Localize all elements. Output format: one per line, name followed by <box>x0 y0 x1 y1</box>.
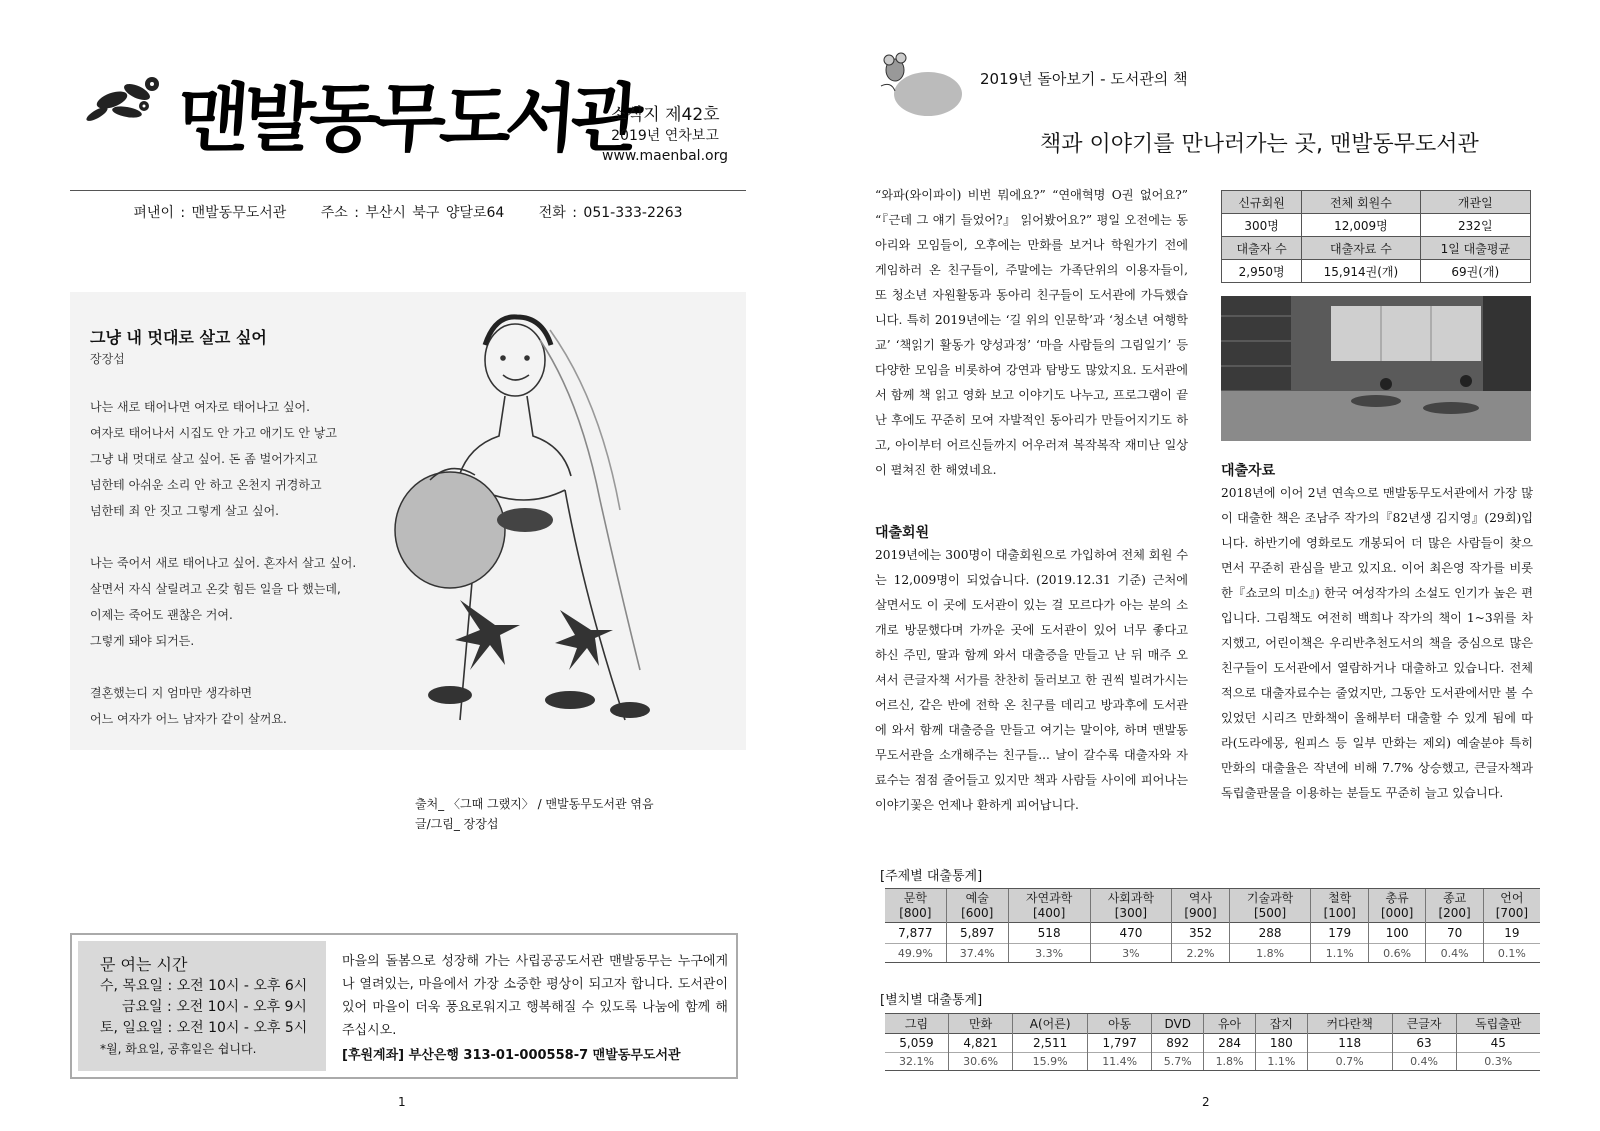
issue-number: 소식지 제42호 <box>610 105 720 125</box>
subject-header-label: 종교 <box>1442 890 1467 905</box>
section-header: 2019년 돌아보기 - 도서관의 책 <box>980 70 1188 88</box>
subject-percent: 3% <box>1090 944 1172 963</box>
library-logo-text: 맨발동무도서관 <box>174 76 640 162</box>
shelf-count: 63 <box>1392 1034 1456 1053</box>
subject-header-label: 사회과학 <box>1107 890 1155 905</box>
artwork-author: 글/그림_ 장장섭 <box>415 817 499 831</box>
subject-percent: 49.9% <box>885 944 946 963</box>
page-number: 1 <box>398 1095 406 1109</box>
subject-percent: 0.4% <box>1426 944 1483 963</box>
subject-count: 518 <box>1008 923 1090 944</box>
subject-count: 5,897 <box>946 923 1008 944</box>
table-row <box>885 1034 1540 1053</box>
subject-header-code: [900] <box>1184 905 1217 920</box>
stat-header: 신규회원 <box>1222 191 1302 214</box>
subject-count: 7,877 <box>885 923 946 944</box>
table-row <box>885 944 1540 963</box>
subject-header <box>1008 889 1090 923</box>
stat-value: 2,950명 <box>1222 260 1302 283</box>
poem-line: 그렇게 돼야 되거든. <box>90 634 195 648</box>
poem-line: 넘한테 아쉬운 소리 안 하고 온천지 귀경하고 <box>90 478 322 492</box>
support-message: 마을의 돌봄으로 성장해 가는 사립공공도서관 맨발동무는 누구에게나 열려있는, 마을에서 가장 소중한 평상이 되고자 합니다. 도서관이 있어 마을이 더욱 풍요로워지고 행복해질 수 있도록 나눔에 함께 해 주십시오. <box>342 954 728 1038</box>
shelf-stats-table <box>885 1013 1540 1071</box>
report-title: 2019년 연차보고 <box>611 128 719 144</box>
subject-count: 70 <box>1426 923 1483 944</box>
shelf-percent: 0.7% <box>1307 1053 1392 1071</box>
publisher: 펴낸이 : 맨발동무도서관 <box>133 205 287 221</box>
shelf-count: 5,059 <box>885 1034 948 1053</box>
stat-header: 대출자 수 <box>1222 237 1302 260</box>
mouse-illustration-icon <box>873 46 963 116</box>
subject-count: 100 <box>1368 923 1425 944</box>
shelf-stats-caption: [별치별 대출통계] <box>880 993 983 1008</box>
stat-value: 12,009명 <box>1302 214 1420 237</box>
subject-header-code: [700] <box>1495 905 1529 920</box>
stat-value: 300명 <box>1222 214 1302 237</box>
subject-stats-table <box>885 888 1540 963</box>
table-row <box>1222 237 1531 260</box>
intro-paragraph: “와파(와이파이) 비번 뭐에요?” “연애혁명 O권 없어요?” “『근데 그 얘기 들었어?』 읽어봤어요?” 평일 오전에는 동아리와 모임들이, 오후에는 만화를 보거나 학원가기 전에 게임하러 온 친구들이, 주말에는 가족단위의 이용자들이, 또 청소년 자원활동과 동아리 친구들이 도서관에 가득했습니다. 특히 2019년에는 ‘길 위의 인문학’과 ‘청소년 여행학교’ ‘책읽기 활동가 양성과정’ ‘마을 사람들의 그림일기’ 등 다양한 모임을 비롯하여 강연과 탐방도 많았지요. 도서관에서 함께 책 읽고 영화 보고 이야기도 나누고, 프로그램이 끝난 후에도 꾸준히 모여 자발적인 동아리가 만들어지기도 하고, 아이부터 어르신들까지 어우러져 복작복작 재미난 일상이 펼쳐진 한 해였네요. <box>875 188 1188 477</box>
subject-header <box>1368 889 1425 923</box>
poem-title: 그냥 내 멋대로 살고 싶어 <box>90 328 267 347</box>
members-paragraph: 2019년에는 300명이 대출회원으로 가입하여 전체 회원 수는 12,009명이 되었습니다. (2019.12.31 기준) 근처에 살면서도 이 곳에 도서관이 있는 걸 모르다가 아는 분의 소개로 방문했다며 가까운 곳에 도서관이 있어 너무 좋다고 하신 주민, 딸과 함께 와서 대출증을 만들고 난 뒤 매주 오셔서 큰글자책 서가를 찬찬히 둘러보고 한 권씩 빌려가시는 어르신, 같은 반에 전학 온 친구를 데리고 방과후에 도서관에 와서 함께 대출증을 만들고 여기는 말이야, 하며 맨발동무도서관을 소개해주는 친구들... 날이 갈수록 대출자와 자료수는 점점 줄어들고 있지만 책과 사람들 사이에 피어나는 이야기꽃은 언제나 환하게 피어납니다. <box>875 548 1188 812</box>
subject-count: 352 <box>1172 923 1229 944</box>
donation-account: [후원계좌] 부산은행 313-01-000558-7 맨발동무도서관 <box>342 1048 681 1063</box>
subject-percent: 0.6% <box>1368 944 1425 963</box>
issue-info <box>595 104 735 166</box>
loans-paragraph: 2018년에 이어 2년 연속으로 맨발동무도서관에서 가장 많이 대출한 책은 조남주 작가의『82년생 김지영』(29회)입니다. 하반기에 영화로도 개봉되어 더 많은 사람들이 찾으면서 꾸준히 관심을 받고 있지요. 이어 최은영 작가를 비롯한『쇼코의 미소』) 한국 여성작가의 소설도 인기가 높은 편입니다. 그림책도 여전히 백희나 작가의 책이 1~3위를 차지했고, 어린이책은 우리반추천도서의 책을 중심으로 많은 친구들이 도서관에서 열람하거나 대출하고 있습니다. 전체적으로 대출자료수는 줄었지만, 그동안 도서관에서만 볼 수 있었던 시리즈 만화책이 올해부터 대출할 수 있게 됨에 따라(도라에몽, 원피스 등 일부 만화는 제외) 예술분야 특히 만화의 대출율은 작년에 비해 7.7% 상승했고, 큰글자책과 독립출판물을 이용하는 분들도 꾸준히 늘고 있습니다. <box>1221 486 1533 800</box>
phone: 전화 : 051-333-2263 <box>538 205 683 221</box>
shelf-percent: 30.6% <box>948 1053 1012 1071</box>
subject-header-code: [400] <box>1032 905 1066 920</box>
table-row <box>885 1053 1540 1071</box>
shelf-header: 만화 <box>948 1014 1012 1034</box>
shelf-percent: 0.4% <box>1392 1053 1456 1071</box>
hours-title: 문 여는 시간 <box>100 955 188 974</box>
hours-weekend: 토, 일요일 : 오전 10시 - 오후 5시 <box>100 1020 308 1036</box>
shelf-count: 284 <box>1204 1034 1256 1053</box>
page-headline: 책과 이야기를 만나러가는 곳, 맨발동무도서관 <box>1040 132 1479 157</box>
subject-header-code: [800] <box>899 905 932 920</box>
poem-line: 넘한테 죄 안 짓고 그렇게 살고 싶어. <box>90 504 279 518</box>
page-number: 2 <box>1202 1095 1210 1109</box>
hours-friday: 금요일 : 오전 10시 - 오후 9시 <box>122 999 307 1015</box>
shelf-count: 2,511 <box>1013 1034 1088 1053</box>
shelf-percent: 5.7% <box>1152 1053 1204 1071</box>
subject-header-label: 철학 <box>1328 890 1352 905</box>
shelf-count: 1,797 <box>1088 1034 1152 1053</box>
shelf-percent: 32.1% <box>885 1053 948 1071</box>
shelf-header: 큰글자 <box>1392 1014 1456 1034</box>
closed-days-note: *월, 화요일, 공휴일은 쉽니다. <box>100 1042 257 1056</box>
flower-logo-icon <box>82 72 172 132</box>
table-row <box>1222 214 1531 237</box>
subject-header-code: [300] <box>1114 905 1148 920</box>
stat-header: 대출자료 수 <box>1302 237 1420 260</box>
summary-stats-table <box>1221 190 1531 283</box>
subject-header-code: [600] <box>961 905 994 920</box>
poem-line: 어느 여자가 어느 남자가 같이 살꺼요. <box>90 712 287 726</box>
subject-header <box>1426 889 1483 923</box>
subject-stats-caption: [주제별 대출통계] <box>880 869 983 884</box>
shelf-percent: 0.3% <box>1456 1053 1540 1071</box>
shelf-header: A(어른) <box>1013 1014 1088 1034</box>
subject-count: 470 <box>1090 923 1172 944</box>
shelf-count: 892 <box>1152 1034 1204 1053</box>
shelf-header: 그림 <box>885 1014 948 1034</box>
stat-header: 전체 회원수 <box>1302 191 1420 214</box>
address: 주소 : 부산시 북구 양달로64 <box>320 205 505 221</box>
subject-header <box>1229 889 1311 923</box>
poem-line: 살면서 자식 살릴려고 온갖 힘든 일을 다 했는데, <box>90 582 341 596</box>
subject-count: 179 <box>1311 923 1368 944</box>
shelf-header: 아동 <box>1088 1014 1152 1034</box>
header-divider <box>70 190 746 191</box>
subject-header <box>946 889 1008 923</box>
shelf-percent: 11.4% <box>1088 1053 1152 1071</box>
subject-header-code: [100] <box>1323 905 1356 920</box>
subject-header-label: 자연과학 <box>1025 890 1073 905</box>
subject-percent: 3.3% <box>1008 944 1090 963</box>
shelf-percent: 15.9% <box>1013 1053 1088 1071</box>
stat-value: 232일 <box>1420 214 1530 237</box>
subject-count: 288 <box>1229 923 1311 944</box>
subject-header-code: [500] <box>1253 905 1287 920</box>
members-heading: 대출회원 <box>875 525 930 541</box>
poem-line: 나는 죽어서 새로 태어나고 싶어. 혼자서 살고 싶어. <box>90 556 357 570</box>
artwork-source: 출처_ 〈그때 그랬지〉 / 맨발동무도서관 엮음 <box>415 797 654 811</box>
publisher-line <box>70 202 746 222</box>
library-interior-photo <box>1221 296 1531 441</box>
subject-header <box>1090 889 1172 923</box>
stat-value: 69권(개) <box>1420 260 1530 283</box>
shelf-count: 180 <box>1255 1034 1307 1053</box>
stat-header: 개관일 <box>1420 191 1530 214</box>
subject-header-code: [200] <box>1438 905 1471 920</box>
table-row <box>885 889 1540 923</box>
bride-drawing-illustration <box>390 300 740 740</box>
shelf-header: DVD <box>1152 1014 1204 1034</box>
subject-header <box>885 889 946 923</box>
stat-header: 1일 대출평균 <box>1420 237 1530 260</box>
subject-header-label: 기술과학 <box>1246 890 1294 905</box>
subject-header <box>1311 889 1368 923</box>
table-row <box>885 1014 1540 1034</box>
subject-header-label: 문학 <box>903 890 927 905</box>
subject-percent: 0.1% <box>1483 944 1540 963</box>
poem-line: 결혼했는디 지 엄마만 생각하면 <box>90 686 253 700</box>
shelf-percent: 1.1% <box>1255 1053 1307 1071</box>
poem-line: 그냥 내 멋대로 살고 싶어. 돈 좀 벌어가지고 <box>90 452 318 466</box>
poem-line: 이제는 죽어도 괜찮은 거여. <box>90 608 233 622</box>
stat-value: 15,914권(개) <box>1302 260 1420 283</box>
poem-author: 장장섭 <box>90 352 125 366</box>
poem-line: 여자로 태어나서 시집도 안 가고 애기도 안 낳고 <box>90 426 337 440</box>
shelf-count: 45 <box>1456 1034 1540 1053</box>
hours-weekday: 수, 목요일 : 오전 10시 - 오후 6시 <box>100 978 308 994</box>
shelf-header: 커다란책 <box>1307 1014 1392 1034</box>
subject-count: 19 <box>1483 923 1540 944</box>
subject-percent: 2.2% <box>1172 944 1229 963</box>
subject-header-label: 예술 <box>965 890 989 905</box>
subject-header-code: [000] <box>1381 905 1414 920</box>
table-row <box>1222 191 1531 214</box>
website-link[interactable]: www.maenbal.org <box>602 148 728 164</box>
shelf-header: 잡지 <box>1255 1014 1307 1034</box>
subject-header-label: 언어 <box>1500 890 1524 905</box>
subject-percent: 37.4% <box>946 944 1008 963</box>
shelf-count: 118 <box>1307 1034 1392 1053</box>
subject-header-label: 역사 <box>1188 890 1213 905</box>
subject-percent: 1.8% <box>1229 944 1311 963</box>
subject-header-label: 총류 <box>1385 890 1409 905</box>
shelf-percent: 1.8% <box>1204 1053 1256 1071</box>
shelf-count: 4,821 <box>948 1034 1012 1053</box>
subject-percent: 1.1% <box>1311 944 1368 963</box>
table-row <box>1222 260 1531 283</box>
subject-header <box>1172 889 1229 923</box>
table-row <box>885 923 1540 944</box>
shelf-header: 유아 <box>1204 1014 1256 1034</box>
loans-heading: 대출자료 <box>1221 463 1276 479</box>
shelf-header: 독립출판 <box>1456 1014 1540 1034</box>
poem-line: 나는 새로 태어나면 여자로 태어나고 싶어. <box>90 400 310 414</box>
subject-header <box>1483 889 1540 923</box>
